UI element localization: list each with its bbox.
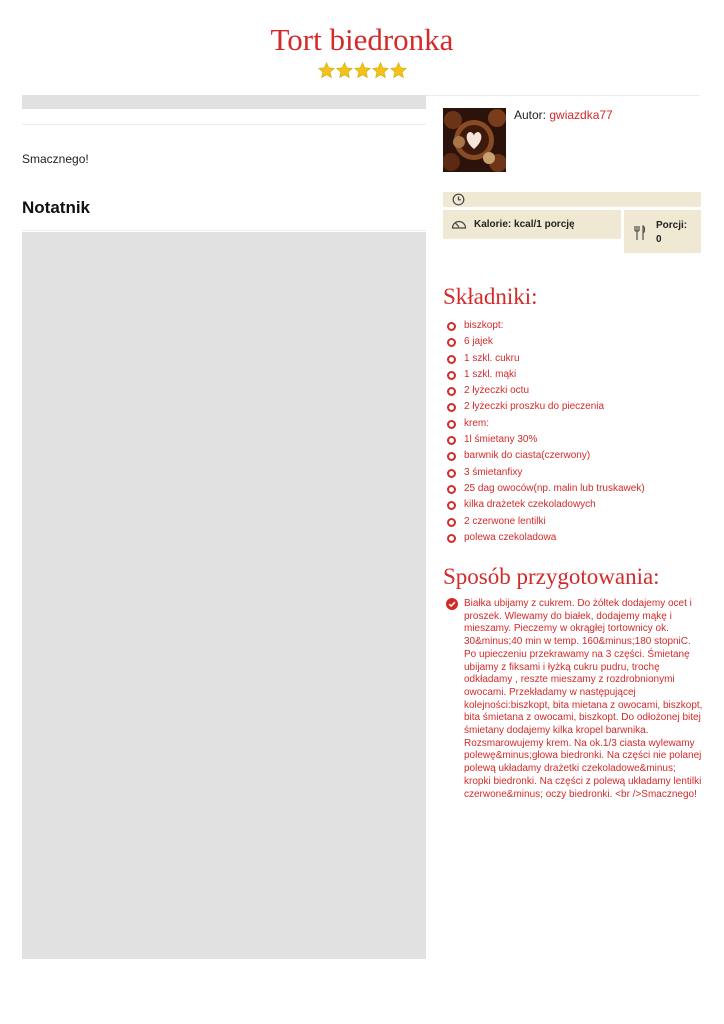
ingredient-item	[446, 530, 702, 546]
cutlery-icon	[634, 225, 646, 241]
ingredient-text: 2 łyżeczki proszku do pieczenia	[464, 401, 605, 413]
ingredient-item	[446, 416, 702, 432]
notes-area[interactable]	[22, 232, 426, 959]
star-icon	[336, 62, 353, 79]
circle-bullet-icon	[447, 534, 456, 543]
ingredient-text: 6 jajek	[464, 336, 493, 348]
calories-label: Kalorie: kcal/1 porcję	[474, 219, 575, 230]
circle-bullet-icon	[447, 387, 456, 396]
check-circle-icon	[446, 598, 458, 610]
circle-bullet-icon	[447, 322, 456, 331]
ingredients-list	[446, 318, 702, 546]
author-line	[514, 108, 613, 122]
ingredient-item	[446, 318, 702, 334]
left-divider	[22, 124, 426, 125]
ingredient-item	[446, 399, 702, 415]
circle-bullet-icon	[447, 355, 456, 364]
time-info	[443, 192, 701, 207]
step-text: Białka ubijamy z cukrem. Do żółtek dodajemy ocet i proszek. Wlewamy do białek, dodajemy mąkę i mieszamy. Pieczemy w okrągłej tortownicy ok. 30&minus;40 min w temp. 160&minus;180 stopniC. Po upieczeniu przekrawamy na 3 części. Śmietanę ubijamy z fiksami i łyżką cukru pudru, trochę odkładamy , reszte mieszamy z rozdrobnionymi owocami. Przekładamy w następującej kolejności:biszkopt, bita mietana z owocami, biszkopt, bita śmietana z owocami, biszkopt. Do odłożonej bitej śmietany dodajemy kilka kropel barwnika. Rozsmarowujemy krem. Na ok.1/3 ciasta wylewamy polewę&minus;głowa biedronki. Na części nie polanej polewą układamy drażetki czekoladowe&minus; kropki biedronki. Na części z polewą układamy lentilki czerwone&minus; oczy biedronki. <br />Smacznego!	[464, 598, 703, 800]
servings-text	[656, 219, 687, 247]
servings-value: 0	[656, 234, 662, 245]
ingredient-text: biszkopt:	[464, 320, 504, 331]
ingredient-item	[446, 448, 702, 464]
circle-bullet-icon	[447, 338, 456, 347]
notes-divider	[22, 230, 426, 231]
ingredient-item	[446, 465, 702, 481]
ingredient-item	[446, 514, 702, 530]
ingredient-text: 1 szkl. cukru	[464, 352, 520, 364]
recipe-title: Tort biedronka	[270, 22, 454, 57]
gauge-icon	[451, 218, 467, 230]
ingredient-text: 1l śmietany 30%	[464, 434, 538, 446]
ingredient-text: 2 czerwone lentilki	[464, 515, 546, 527]
header-divider	[426, 95, 700, 96]
ingredient-item	[446, 383, 702, 399]
circle-bullet-icon	[447, 452, 456, 461]
star-icon	[390, 62, 407, 79]
ingredient-item	[446, 497, 702, 513]
ingredients-heading: Składniki:	[443, 284, 538, 309]
circle-bullet-icon	[447, 501, 456, 510]
circle-bullet-icon	[447, 403, 456, 412]
servings-info	[624, 210, 701, 253]
ingredient-text: 1 szkl. mąki	[464, 368, 517, 380]
author-photo	[443, 108, 506, 172]
ingredient-text: krem:	[464, 417, 489, 429]
ingredient-text: polewa czekoladowa	[464, 531, 557, 543]
ingredient-item	[446, 351, 702, 367]
circle-bullet-icon	[447, 485, 456, 494]
circle-bullet-icon	[447, 420, 456, 429]
circle-bullet-icon	[447, 371, 456, 380]
notes-heading: Notatnik	[22, 198, 90, 217]
ingredient-item	[446, 367, 702, 383]
preparation-step	[446, 598, 704, 801]
ingredient-text: 3 śmietanfixy	[464, 466, 523, 478]
ingredient-text: 25 dag owoców(np. malin lub truskawek)	[464, 482, 645, 494]
circle-bullet-icon	[447, 436, 456, 445]
circle-bullet-icon	[447, 518, 456, 527]
ingredient-text: barwnik do ciasta(czerwony)	[464, 450, 591, 462]
circle-bullet-icon	[447, 469, 456, 478]
ingredient-item	[446, 432, 702, 448]
ingredient-text: kilka drażetek czekoladowych	[464, 499, 596, 511]
author-link[interactable]: gwiazdka77	[549, 108, 613, 122]
rating-stars	[0, 62, 724, 79]
left-header-bar	[22, 95, 426, 109]
author-label: Autor:	[514, 108, 547, 122]
ingredient-item	[446, 334, 702, 350]
star-icon	[318, 62, 335, 79]
ingredient-text: 2 łyżeczki octu	[464, 385, 530, 397]
closing-text: Smacznego!	[22, 152, 89, 166]
ingredient-item	[446, 481, 702, 497]
clock-icon	[452, 193, 465, 206]
servings-label: Porcji:	[656, 220, 688, 231]
star-icon	[372, 62, 389, 79]
calories-info	[443, 210, 621, 239]
preparation-heading: Sposób przygotowania:	[443, 564, 660, 589]
star-icon	[354, 62, 371, 79]
